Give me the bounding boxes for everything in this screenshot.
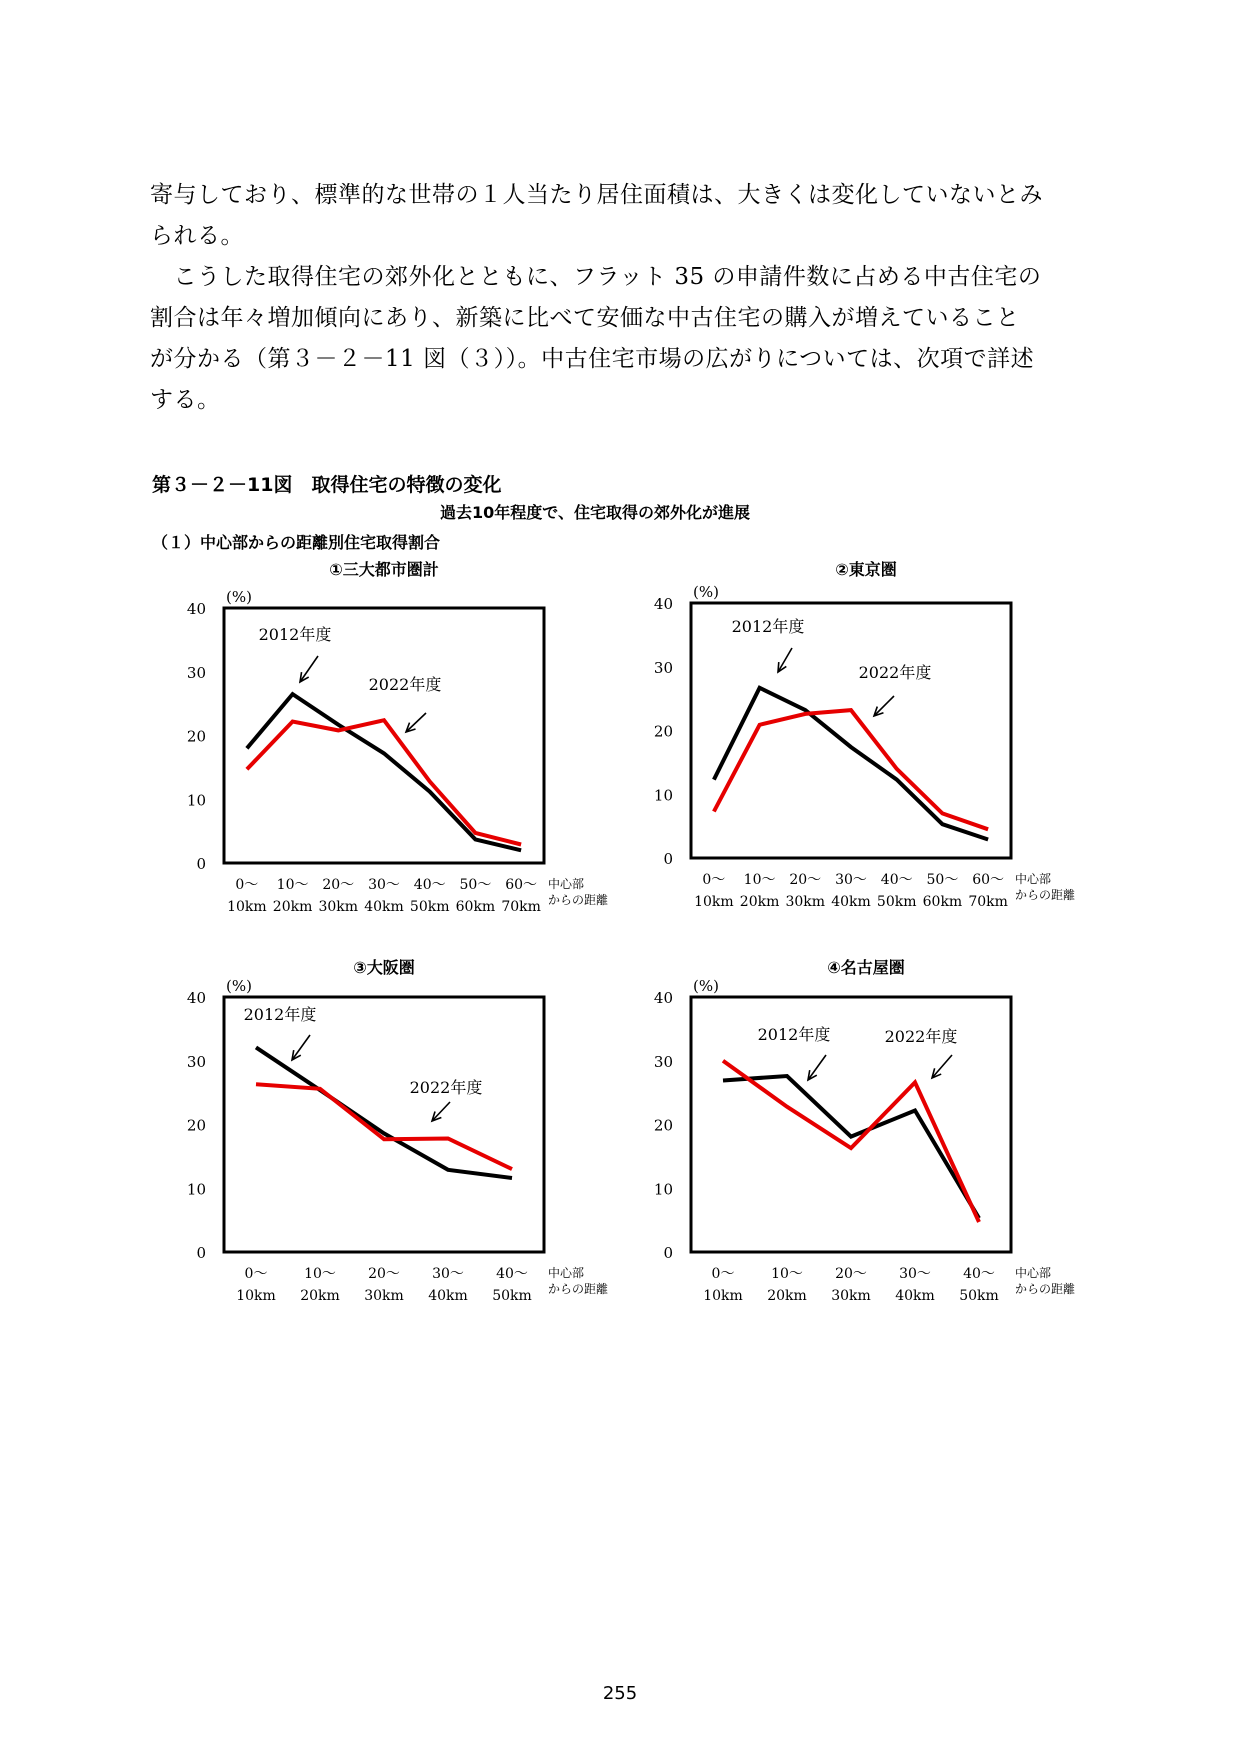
- annotation-arrow-line: [808, 1055, 826, 1080]
- y-tick-label: 20: [653, 722, 673, 741]
- series-line-2022: [723, 1061, 979, 1222]
- series-annotation-label: 2012年度: [258, 625, 332, 644]
- x-tick-label-unit: 50km: [409, 899, 450, 915]
- y-tick-label: 10: [186, 791, 206, 810]
- x-tick-label-unit: 30km: [318, 899, 359, 915]
- x-tick-label: 0～: [702, 872, 726, 888]
- x-tick-label-unit: 30km: [831, 1288, 871, 1304]
- x-tick-label: 10～: [276, 877, 309, 893]
- x-tick-label-unit: 30km: [364, 1288, 404, 1304]
- x-tick-label: 30～: [899, 1266, 931, 1282]
- chart-title-1: ①三大都市圏計: [329, 560, 439, 579]
- x-tick-label-unit: 40km: [831, 894, 871, 910]
- x-tick-label-unit: 60km: [455, 899, 496, 915]
- x-tick-label: 20～: [368, 1266, 400, 1282]
- x-tick-label: 50～: [926, 872, 959, 888]
- chart-title-2: ②東京圏: [835, 560, 897, 579]
- x-tick-label: 50～: [459, 877, 492, 893]
- x-tick-label-unit: 20km: [272, 899, 313, 915]
- x-tick-label-unit: 60km: [922, 894, 963, 910]
- x-tick-label: 40～: [496, 1266, 528, 1282]
- chart-title-3: ③大阪圏: [353, 958, 415, 977]
- x-tick-label-unit: 10km: [227, 899, 267, 915]
- y-axis-unit-label: (%): [693, 977, 719, 995]
- y-tick-label: 30: [186, 1052, 206, 1071]
- y-tick-label: 20: [653, 1116, 673, 1135]
- x-tick-label: 60～: [505, 877, 538, 893]
- body-text-line-6: する。: [150, 387, 221, 413]
- body-text-line-1: 寄与しており、標準的な世帯の１人当たり居住面積は、大きくは変化していないとみ: [150, 182, 1043, 208]
- y-tick-label: 0: [663, 850, 673, 868]
- series-annotation-label: 2022年度: [409, 1078, 483, 1097]
- y-tick-label: 40: [653, 595, 673, 613]
- y-tick-label: 30: [186, 663, 206, 682]
- y-tick-label: 20: [186, 727, 206, 746]
- y-tick-label: 10: [653, 1180, 673, 1199]
- x-tick-label-unit: 70km: [968, 894, 1008, 910]
- y-tick-label: 0: [663, 1244, 673, 1262]
- x-tick-label-unit: 10km: [694, 894, 734, 910]
- x-tick-label-unit: 50km: [492, 1288, 532, 1304]
- x-tick-label-unit: 20km: [767, 1288, 807, 1304]
- y-tick-label: 30: [653, 658, 673, 677]
- x-axis-label-2: からの距離: [1015, 888, 1076, 902]
- series-annotation-label: 2022年度: [858, 663, 932, 682]
- x-tick-label: 30～: [432, 1266, 464, 1282]
- figure-subtitle: 過去10年程度で、住宅取得の郊外化が進展: [440, 503, 750, 522]
- x-axis-label-2: からの距離: [548, 1282, 609, 1296]
- x-tick-label: 40～: [413, 877, 446, 893]
- y-axis-unit-label: (%): [226, 977, 252, 995]
- series-annotation-label: 2022年度: [884, 1027, 958, 1046]
- x-tick-label-unit: 20km: [739, 894, 780, 910]
- x-axis-label: 中心部: [548, 1266, 585, 1280]
- series-annotation-label: 2012年度: [731, 617, 805, 636]
- x-axis-label: 中心部: [1015, 872, 1052, 886]
- x-tick-label: 10～: [771, 1266, 803, 1282]
- y-tick-label: 20: [186, 1116, 206, 1135]
- body-text-line-2: られる。: [150, 223, 244, 249]
- x-tick-label-unit: 10km: [703, 1288, 743, 1304]
- x-axis-label: 中心部: [1015, 1266, 1052, 1280]
- figure-title: 第３－２－11図 取得住宅の特徴の変化: [152, 474, 502, 496]
- x-axis-label: 中心部: [548, 877, 585, 891]
- y-tick-label: 30: [653, 1052, 673, 1071]
- x-tick-label: 60～: [972, 872, 1005, 888]
- x-tick-label: 40～: [880, 872, 913, 888]
- page-number: 255: [602, 1683, 638, 1704]
- y-tick-label: 0: [196, 855, 206, 873]
- series-annotation-label: 2022年度: [368, 675, 442, 694]
- x-tick-label: 30～: [835, 872, 867, 888]
- x-tick-label: 20～: [322, 877, 355, 893]
- y-tick-label: 10: [186, 1180, 206, 1199]
- x-tick-label-unit: 50km: [876, 894, 917, 910]
- x-tick-label: 40～: [963, 1266, 995, 1282]
- y-axis-unit-label: (%): [226, 588, 252, 606]
- y-tick-label: 40: [186, 989, 206, 1007]
- x-tick-label-unit: 70km: [501, 899, 541, 915]
- x-axis-label-2: からの距離: [548, 893, 609, 907]
- section-label: （１）中心部からの距離別住宅取得割合: [152, 533, 441, 552]
- series-annotation-label: 2012年度: [757, 1025, 831, 1044]
- x-tick-label-unit: 40km: [895, 1288, 935, 1304]
- annotation-arrow-line: [932, 1055, 952, 1078]
- x-tick-label: 20～: [835, 1266, 867, 1282]
- x-tick-label-unit: 50km: [959, 1288, 999, 1304]
- x-tick-label: 0～: [711, 1266, 735, 1282]
- series-annotation-label: 2012年度: [243, 1005, 317, 1024]
- x-tick-label: 20～: [789, 872, 822, 888]
- x-tick-label: 30～: [368, 877, 400, 893]
- x-tick-label: 10～: [304, 1266, 336, 1282]
- chart-title-4: ④名古屋圏: [827, 958, 905, 977]
- y-tick-label: 40: [186, 600, 206, 618]
- y-tick-label: 0: [196, 1244, 206, 1262]
- body-text-line-3: こうした取得住宅の郊外化とともに、フラット 35 の申請件数に占める中古住宅の: [150, 264, 1042, 290]
- body-text-line-4: 割合は年々増加傾向にあり、新築に比べて安価な中古住宅の購入が増えていること: [150, 305, 1020, 331]
- y-axis-unit-label: (%): [693, 583, 719, 601]
- x-tick-label: 0～: [244, 1266, 268, 1282]
- plot-frame: [691, 997, 1011, 1252]
- y-tick-label: 10: [653, 786, 673, 805]
- x-tick-label-unit: 40km: [428, 1288, 468, 1304]
- body-text-line-5: が分かる（第３－２－11 図（３））。中古住宅市場の広がりについては、次項で詳述: [150, 346, 1035, 372]
- x-tick-label: 0～: [235, 877, 259, 893]
- x-tick-label: 10～: [743, 872, 776, 888]
- x-axis-label-2: からの距離: [1015, 1282, 1076, 1296]
- x-tick-label-unit: 20km: [300, 1288, 340, 1304]
- x-tick-label-unit: 30km: [785, 894, 826, 910]
- x-tick-label-unit: 10km: [236, 1288, 276, 1304]
- x-tick-label-unit: 40km: [364, 899, 404, 915]
- y-tick-label: 40: [653, 989, 673, 1007]
